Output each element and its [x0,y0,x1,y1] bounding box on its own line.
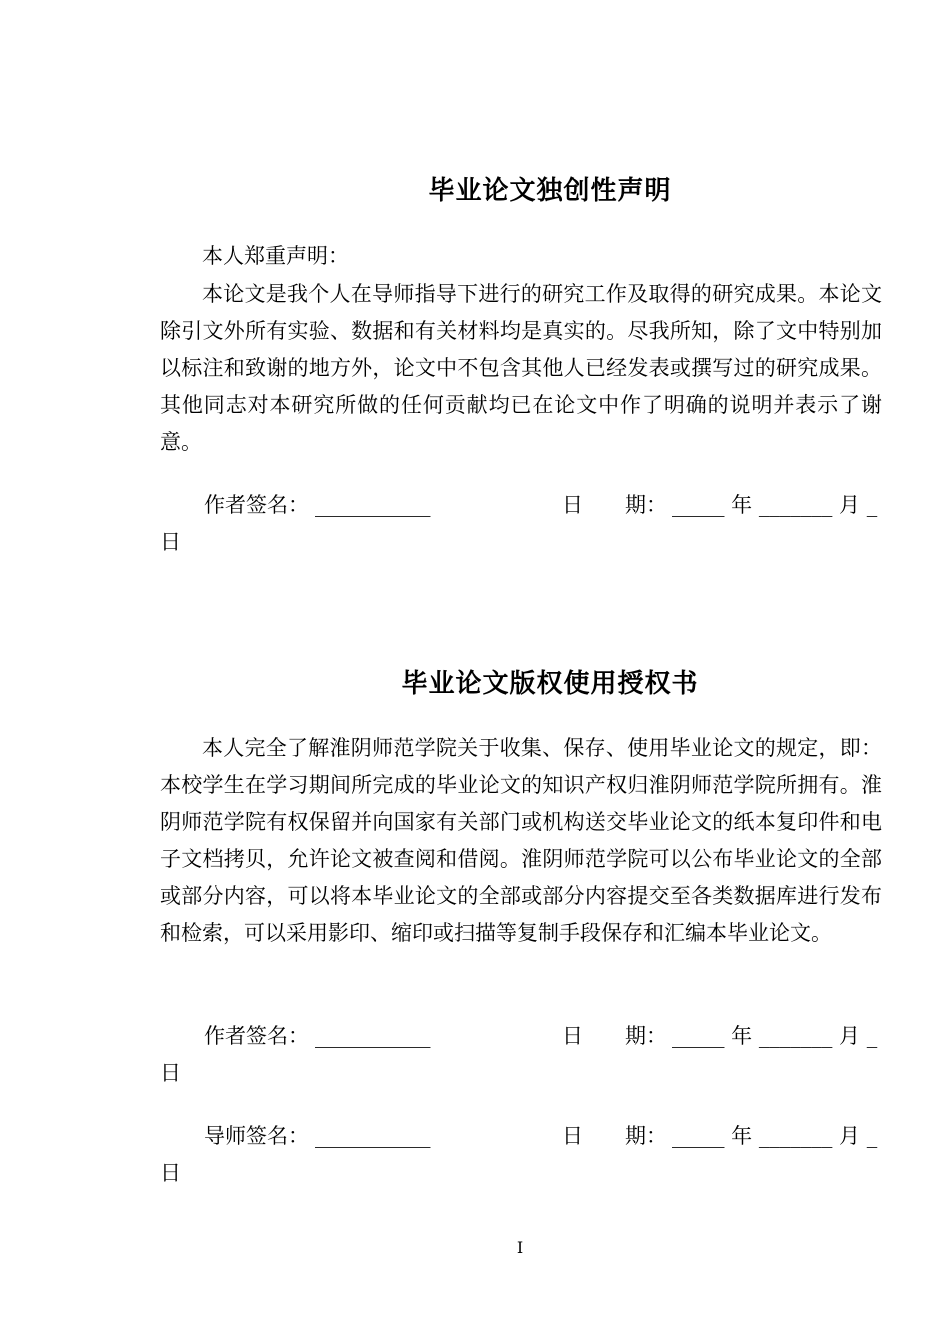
declaration-intro: 本人郑重声明： [202,244,349,268]
day-label: 日 [160,530,181,554]
date-fields: _____ 年 _______ 月 _ [672,493,878,517]
page-number: I [516,1238,524,1257]
date-fields: _____ 年 _______ 月 _ [672,1124,878,1148]
signature-label: 作者签名： [204,493,309,517]
date-fields: _____ 年 _______ 月 _ [672,1024,878,1048]
date-label: 日 期： [562,493,667,517]
date-label: 日 期： [562,1124,667,1148]
declaration-title: 毕业论文独创性声明 [428,176,672,206]
day-label: 日 [160,1161,181,1185]
signature-label: 导师签名： [204,1124,309,1148]
signature-label: 作者签名： [204,1024,309,1048]
day-label: 日 [160,1061,181,1085]
signature-blank: ___________ [315,1124,431,1148]
date-label: 日 期： [562,1024,667,1048]
signature-line [160,1118,882,1155]
declaration-author-signature [160,487,882,561]
declaration-body: 本论文是我个人在导师指导下进行的研究工作及取得的研究成果。本论文除引文外所有实验、数据和有关材料均是真实的。尽我所知，除了文中特别加以标注和致谢的地方外，论文中不包含其他人已经发表或撰写过的研究成果。其他同志对本研究所做的任何贡献均已在论文中作了明确的说明并表示了谢意。 [160,282,882,454]
authorization-body: 本人完全了解淮阴师范学院关于收集、保存、使用毕业论文的规定，即：本校学生在学习期间所完成的毕业论文的知识产权归淮阴师范学院所拥有。淮阴师范学院有权保留并向国家有关部门或机构送交毕业论文的纸本复印件和电子文档拷贝，允许论文被查阅和借阅。淮阴师范学院可以公布毕业论文的全部或部分内容，可以将本毕业论文的全部或部分内容提交至各类数据库进行发布和检索，可以采用影印、缩印或扫描等复制手段保存和汇编本毕业论文。 [160,736,882,945]
authorization-author-signature [160,1018,882,1092]
authorization-title: 毕业论文版权使用授权书 [401,669,699,699]
signature-blank: ___________ [315,493,431,517]
signature-line [160,1018,882,1055]
signature-line [160,487,882,524]
authorization-advisor-signature [160,1118,882,1192]
signature-blank: ___________ [315,1024,431,1048]
